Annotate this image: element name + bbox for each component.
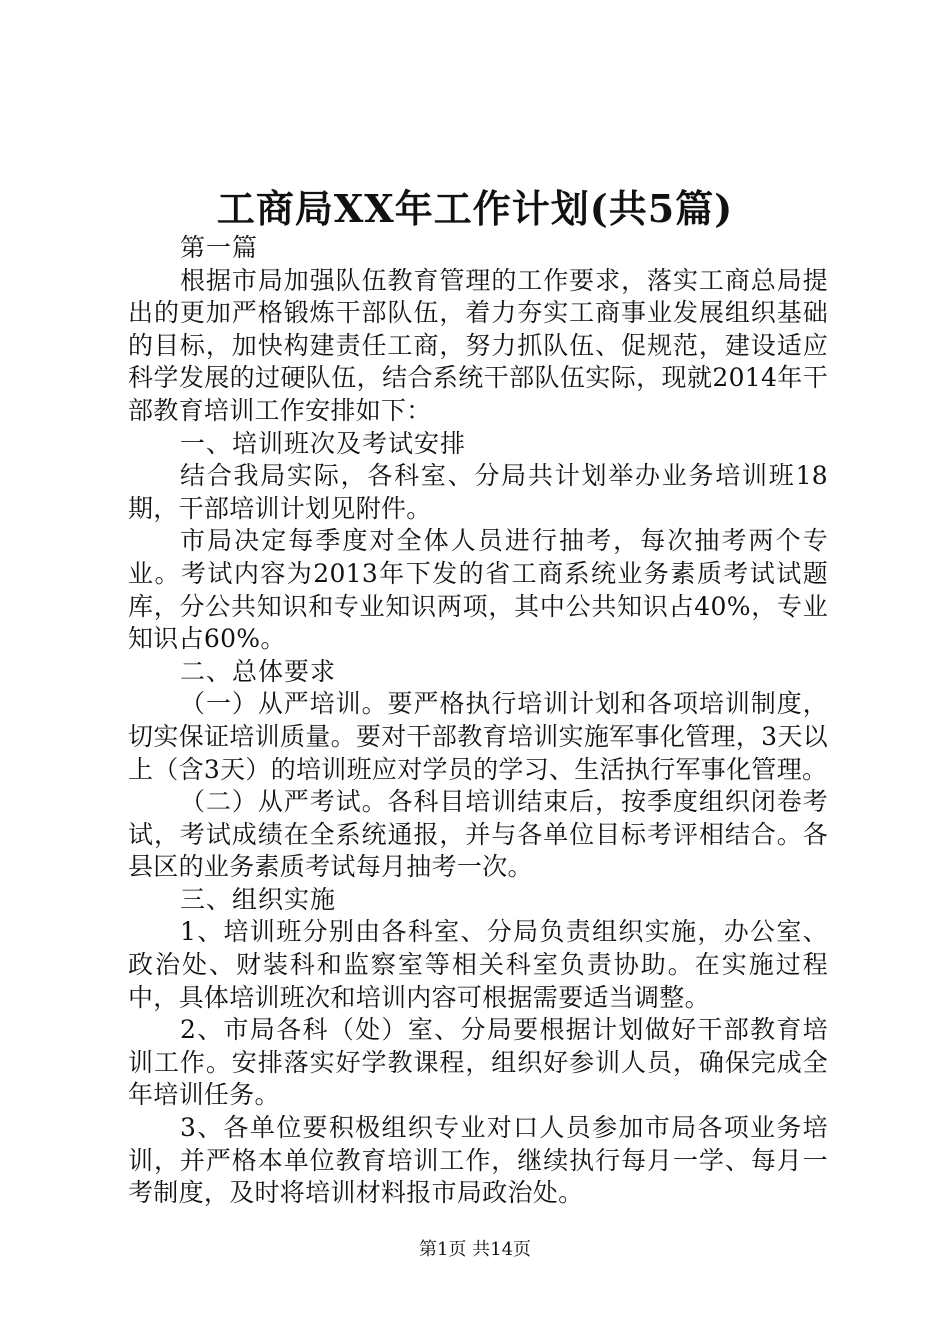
- body-paragraph: 2、市局各科（处）室、分局要根据计划做好干部教育培训工作。安排落实好学教课程，组织好参训人员，确保完成全年培训任务。: [128, 1015, 828, 1110]
- page-number-footer: 第1页 共14页: [418, 1239, 532, 1260]
- section-heading: 三、组织实施: [180, 884, 337, 914]
- document-body: [128, 232, 828, 1210]
- body-paragraph: 1、培训班分别由各科室、分局负责组织实施，办公室、政治处、财装科和监察室等相关科室负责协助。在实施过程中，具体培训班次和培训内容可根据需要适当调整。: [128, 917, 828, 1012]
- body-paragraph: （二）从严考试。各科目培训结束后，按季度组织闭卷考试，考试成绩在全系统通报，并与各单位目标考评相结合。各县区的业务素质考试每月抽考一次。: [128, 787, 828, 882]
- body-paragraph: 结合我局实际，各科室、分局共计划举办业务培训班18期，干部培训计划见附件。: [128, 461, 828, 523]
- section-label: 第一篇: [180, 233, 259, 262]
- section-heading: 二、总体要求: [180, 656, 337, 686]
- body-paragraph: （一）从严培训。要严格执行培训计划和各项培训制度，切实保证培训质量。要对干部教育培训实施军事化管理，3天以上（含3天）的培训班应对学员的学习、生活执行军事化管理。: [128, 689, 828, 784]
- body-paragraph: 3、各单位要积极组织专业对口人员参加市局各项业务培训，并严格本单位教育培训工作，继续执行每月一学、每月一考制度，及时将培训材料报市局政治处。: [128, 1113, 828, 1208]
- body-paragraph: 市局决定每季度对全体人员进行抽考，每次抽考两个专业。考试内容为2013年下发的省工商系统业务素质考试试题库，分公共知识和专业知识两项，其中公共知识占40%，专业知识占60%。: [128, 526, 828, 654]
- section-heading: 一、培训班次及考试安排: [180, 428, 467, 458]
- intro-paragraph: 根据市局加强队伍教育管理的工作要求，落实工商总局提出的更加严格锻炼干部队伍，着力夯实工商事业发展组织基础的目标，加快构建责任工商，努力抓队伍、促规范，建设适应科学发展的过硬队伍，结合系统干部队伍实际，现就2014年干部教育培训工作安排如下：: [128, 265, 828, 425]
- document-title: 工商局XX年工作计划(共5篇): [216, 186, 734, 231]
